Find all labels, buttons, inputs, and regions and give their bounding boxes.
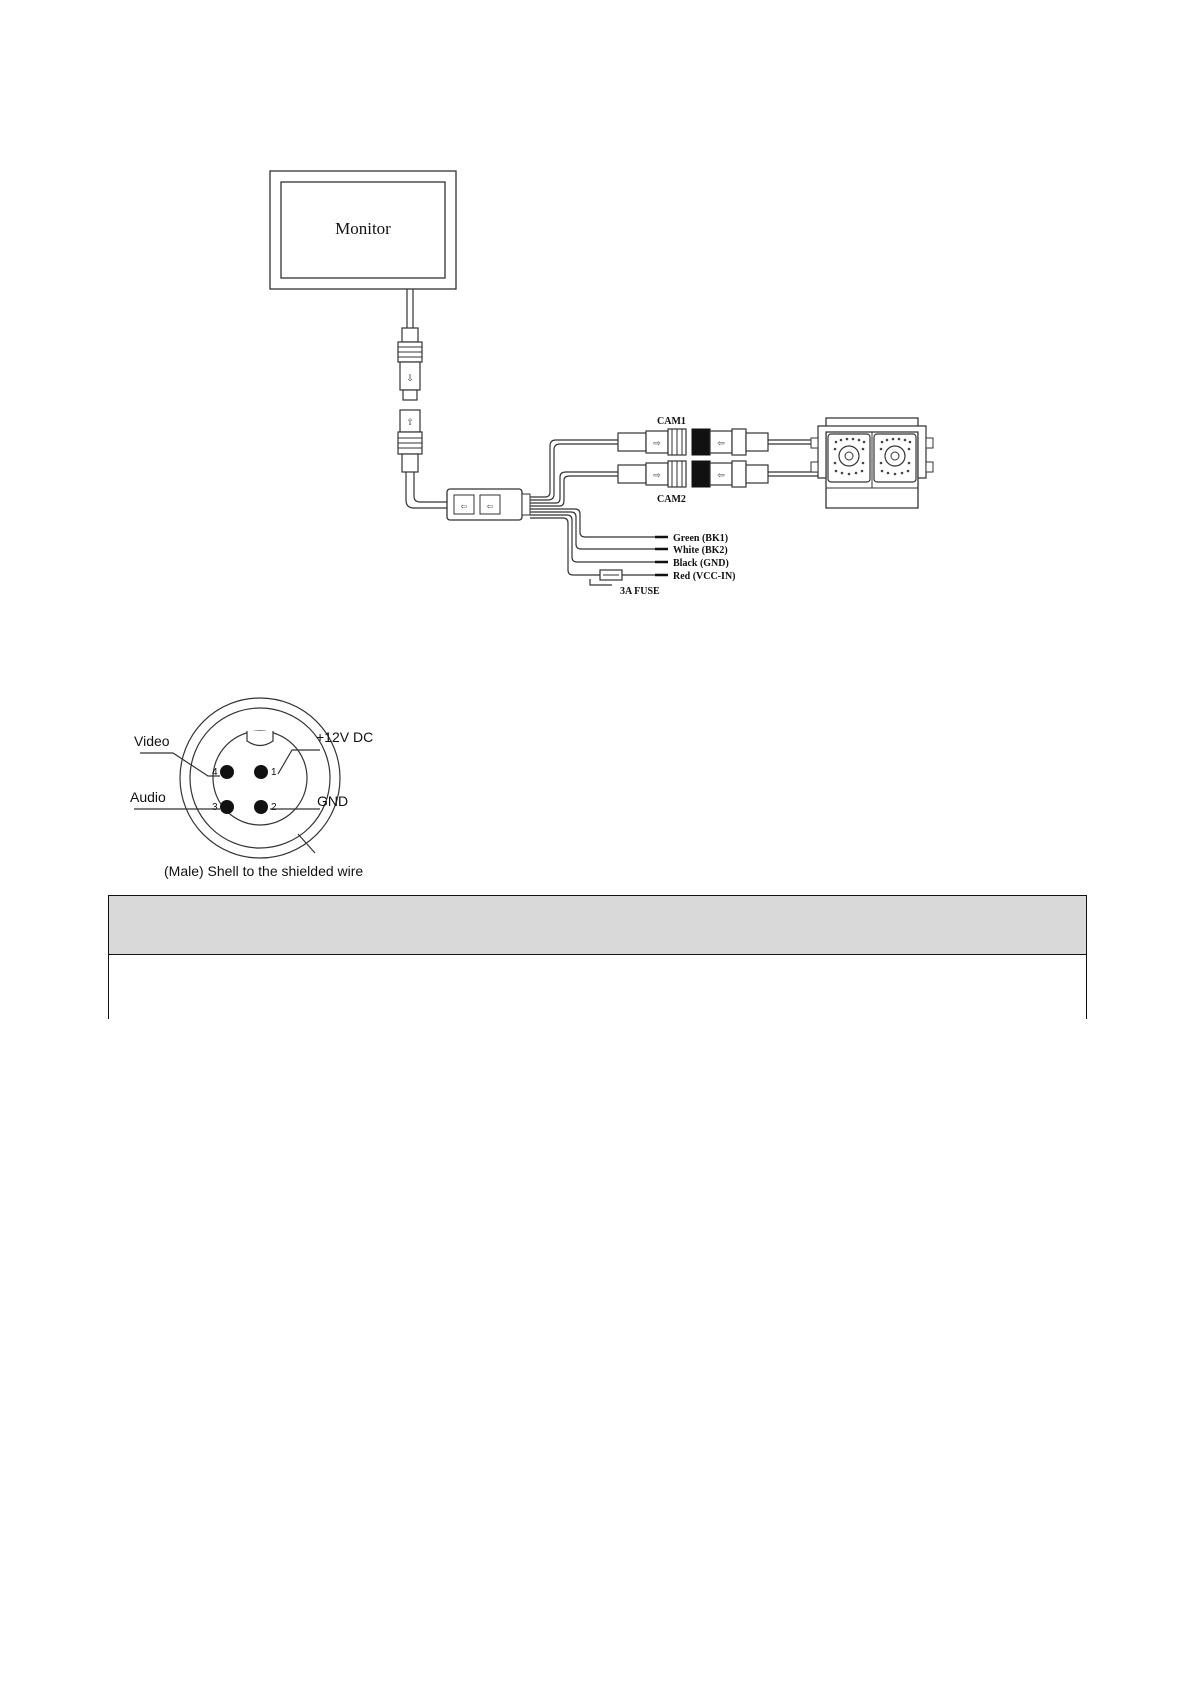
wire-label-white: White (BK2): [673, 545, 728, 556]
power-label: +12V DC: [316, 729, 374, 745]
svg-text:⇧: ⇧: [406, 417, 414, 427]
fuse: [590, 570, 622, 585]
svg-text:⇨: ⇨: [653, 470, 661, 480]
pin-label-3: 3: [212, 802, 218, 813]
pin-3: [220, 800, 234, 814]
cam1-label: CAM1: [657, 416, 686, 427]
wire-label-green: Green (BK1): [673, 533, 729, 544]
svg-text:⇩: ⇩: [406, 373, 414, 383]
wire-label-black: Black (GND): [673, 558, 729, 569]
table-body-row: [109, 955, 1086, 1019]
pinout-diagram: [110, 690, 530, 890]
pin-label-1: 1: [271, 767, 277, 778]
wiring-diagram: [0, 0, 1191, 640]
pin-4: [220, 765, 234, 779]
pin-2: [254, 800, 268, 814]
video-label: Video: [134, 733, 170, 749]
svg-text:⇦: ⇦: [486, 502, 494, 511]
info-table: [108, 895, 1087, 1019]
cam1-connector: [618, 429, 818, 455]
fuse-label: 3A FUSE: [620, 586, 660, 597]
monitor-connector: [398, 328, 422, 400]
svg-text:⇦: ⇦: [460, 502, 468, 511]
wire-label-red: Red (VCC-IN): [673, 571, 736, 582]
gnd-label: GND: [317, 793, 349, 809]
pin-1: [254, 765, 268, 779]
splitter: [447, 489, 530, 520]
svg-text:⇦: ⇦: [717, 470, 725, 480]
pinout-caption: (Male) Shell to the shielded wire: [164, 863, 364, 879]
cam2-label: CAM2: [657, 494, 686, 505]
audio-label: Audio: [130, 789, 166, 805]
dual-camera: [811, 418, 933, 508]
svg-text:⇨: ⇨: [653, 438, 661, 448]
pin-label-4: 4: [212, 767, 218, 778]
monitor-label: Monitor: [335, 219, 391, 238]
cam2-connector: [618, 461, 818, 487]
svg-text:⇦: ⇦: [717, 438, 725, 448]
harness-connector: [398, 410, 422, 472]
monitor: [270, 171, 456, 289]
table-header-row: [109, 896, 1086, 955]
pin-label-2: 2: [271, 802, 277, 813]
